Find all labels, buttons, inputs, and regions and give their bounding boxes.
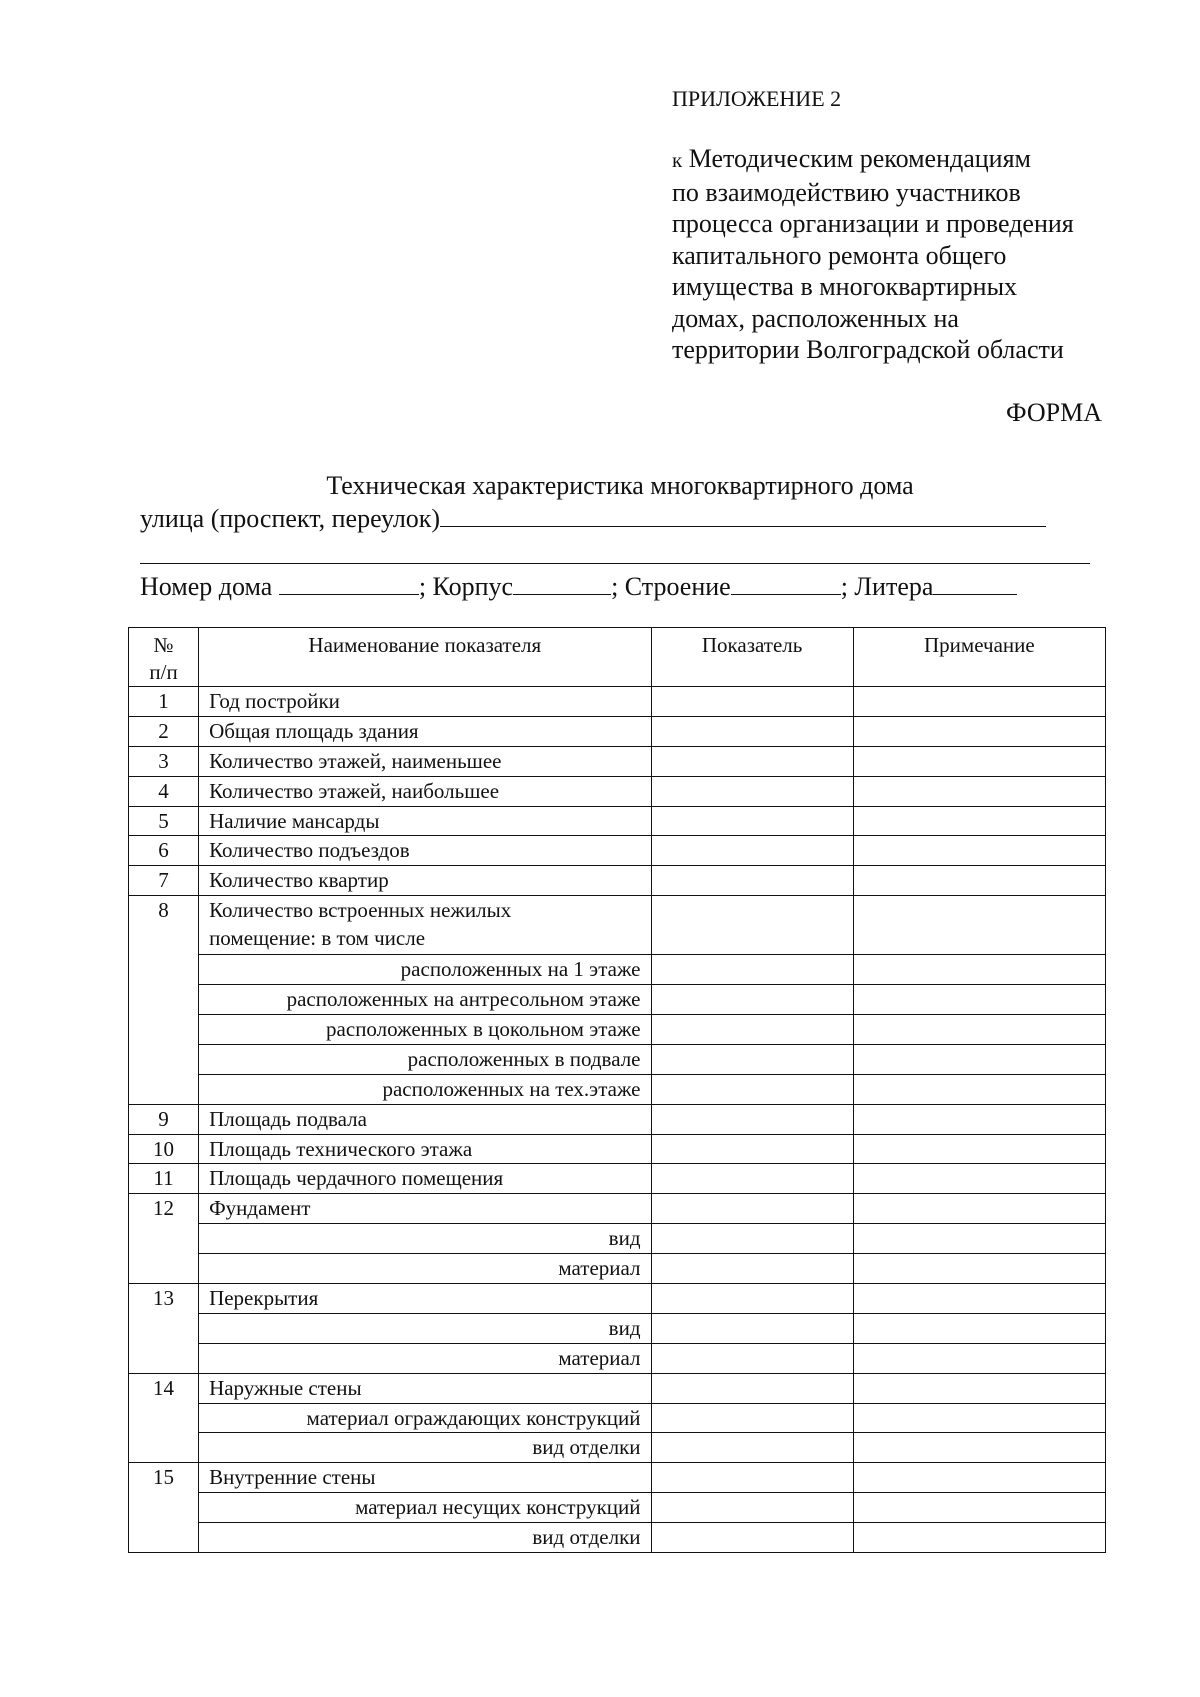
note-cell[interactable] [853,1194,1105,1224]
value-cell[interactable] [651,1433,853,1463]
row-name: Внутренние стены [199,1463,651,1493]
note-cell[interactable] [853,1343,1105,1373]
note-cell[interactable] [853,746,1105,776]
note-cell[interactable] [853,1164,1105,1194]
value-cell[interactable] [651,746,853,776]
row-subitem: вид [199,1224,651,1254]
recommendation-line: по взаимодействию участников [672,177,1021,207]
header-name: Наименование показателя [199,628,651,687]
row-subitem: материал [199,1254,651,1284]
row-subitem: расположенных в подвале [199,1044,651,1074]
row-name: Площадь чердачного помещения [199,1164,651,1194]
row-subitem: материал несущих конструкций [199,1493,651,1523]
value-cell[interactable] [651,1074,853,1104]
note-cell[interactable] [853,1493,1105,1523]
row-subitem: расположенных на 1 этаже [199,955,651,985]
table-row [129,1433,1106,1463]
recommendation-line: к Методическим рекомендациям [672,144,1032,173]
row-name: Количество подъездов [199,836,651,866]
table-body [129,687,1106,1553]
row-number: 12 [129,1194,199,1284]
characteristics-table [128,627,1106,1553]
value-cell[interactable] [651,1313,853,1343]
note-cell[interactable] [853,1074,1105,1104]
note-cell[interactable] [853,1104,1105,1134]
note-cell[interactable] [853,776,1105,806]
structure-label: ; Строение [611,572,731,601]
value-cell[interactable] [651,955,853,985]
row-number: 15 [129,1463,199,1553]
table-row [129,1015,1106,1045]
recommendation-line: территории Волгоградской области [672,335,1064,364]
row-number: 13 [129,1284,199,1374]
header-value: Показатель [651,628,853,687]
note-cell[interactable] [853,1373,1105,1403]
appendix-label: ПРИЛОЖЕНИЕ 2 [672,86,842,111]
row-subitem: расположенных на тех.этаже [199,1074,651,1104]
table-row [129,746,1106,776]
value-cell[interactable] [651,1284,853,1314]
note-cell[interactable] [853,1523,1105,1553]
letter-field[interactable] [933,570,1017,595]
note-cell[interactable] [853,1313,1105,1343]
note-cell[interactable] [853,1463,1105,1493]
row-subitem: расположенных на антресольном этаже [199,985,651,1015]
address-line [140,570,1017,603]
recommendation-line: процесса организации и проведения [672,209,1074,238]
header-num: № п/п [129,628,199,687]
value-cell[interactable] [651,1463,853,1493]
table-row [129,1523,1106,1553]
row-number: 8 [129,896,199,1104]
table-row [129,896,1106,955]
recommendation-line: имущества в многоквартирных [672,272,1018,301]
table-row [129,716,1106,746]
table-row [129,1373,1106,1403]
row-name: Общая площадь здания [199,716,651,746]
row-subitem: материал ограждающих конструкций [199,1403,651,1433]
row-subitem: материал [199,1343,651,1373]
value-cell[interactable] [651,1523,853,1553]
value-cell[interactable] [651,806,853,836]
row-name: Перекрытия [199,1284,651,1314]
value-cell[interactable] [651,1104,853,1134]
value-cell[interactable] [651,1493,853,1523]
note-cell[interactable] [853,806,1105,836]
document-title: Техническая характеристика многоквартирного дома [326,471,914,500]
row-number: 1 [129,687,199,717]
table-row [129,1074,1106,1104]
row-subitem: вид отделки [199,1523,651,1553]
note-cell[interactable] [853,1403,1105,1433]
note-cell[interactable] [853,1044,1105,1074]
row-name: Год постройки [199,687,651,717]
row-number: 14 [129,1373,199,1463]
house-label: Номер дома [140,572,273,601]
row-name: Площадь подвала [199,1104,651,1134]
note-cell[interactable] [853,985,1105,1015]
row-number: 11 [129,1164,199,1194]
row-number: 4 [129,776,199,806]
value-cell[interactable] [651,1343,853,1373]
row-number: 6 [129,836,199,866]
table-row [129,687,1106,717]
street-line [140,502,1046,535]
form-label: ФОРМА [1006,398,1102,427]
table-row [129,1104,1106,1134]
value-cell[interactable] [651,836,853,866]
structure-field[interactable] [731,570,841,595]
table-row [129,1313,1106,1343]
row-name: Наличие мансарды [199,806,651,836]
value-cell[interactable] [651,1403,853,1433]
value-cell[interactable] [651,1044,853,1074]
row-number: 10 [129,1134,199,1164]
table-row [129,806,1106,836]
note-cell[interactable] [853,1284,1105,1314]
value-cell[interactable] [651,1194,853,1224]
row-number: 5 [129,806,199,836]
value-cell[interactable] [651,716,853,746]
row-number: 3 [129,746,199,776]
note-cell[interactable] [853,1254,1105,1284]
table-row [129,1493,1106,1523]
note-cell[interactable] [853,1433,1105,1463]
value-cell[interactable] [651,1134,853,1164]
table-row [129,955,1106,985]
value-cell[interactable] [651,985,853,1015]
house-field[interactable] [279,570,419,595]
note-cell[interactable] [853,716,1105,746]
row-subitem: вид отделки [199,1433,651,1463]
row-name: Фундамент [199,1194,651,1224]
note-cell[interactable] [853,1134,1105,1164]
table-row [129,1134,1106,1164]
value-cell[interactable] [651,1254,853,1284]
value-cell[interactable] [651,1164,853,1194]
value-cell[interactable] [651,1373,853,1403]
table-header-row [129,628,1106,687]
row-subitem: расположенных в цокольном этаже [199,1015,651,1045]
recommendation-prefix: к [672,148,683,172]
table-row [129,985,1106,1015]
row-name: Количество этажей, наименьшее [199,746,651,776]
table-row [129,1164,1106,1194]
table-row [129,1403,1106,1433]
recommendation-line: домах, расположенных на [672,303,959,333]
row-number: 9 [129,1104,199,1134]
note-cell[interactable] [853,1015,1105,1045]
value-cell[interactable] [651,1224,853,1254]
note-cell[interactable] [853,687,1105,717]
street-label: улица (проспект, переулок) [140,504,441,533]
row-name: Количество встроенных нежилых помещение: в том числе [199,896,651,955]
note-cell[interactable] [853,955,1105,985]
table-row [129,1044,1106,1074]
value-cell[interactable] [651,776,853,806]
note-cell[interactable] [853,836,1105,866]
value-cell[interactable] [651,1015,853,1045]
letter-label: ; Литера [840,572,934,601]
recommendation-line: капитального ремонта общего [672,240,1007,270]
row-subitem: вид [199,1313,651,1343]
table-row [129,1194,1106,1224]
row-number: 2 [129,716,199,746]
table-row [129,1254,1106,1284]
note-cell[interactable] [853,896,1105,955]
table-row [129,1343,1106,1373]
street-field[interactable] [440,502,1046,527]
note-cell[interactable] [853,866,1105,896]
row-name: Площадь технического этажа [199,1134,651,1164]
table-row [129,1284,1106,1314]
row-name: Количество квартир [199,866,651,896]
building-label: ; Корпус [418,572,514,601]
value-cell[interactable] [651,687,853,717]
table-row [129,866,1106,896]
building-field[interactable] [513,570,611,595]
recommendation-block [672,143,1142,366]
header-note: Примечание [853,628,1105,687]
table-row [129,836,1106,866]
note-cell[interactable] [853,1224,1105,1254]
value-cell[interactable] [651,896,853,955]
table-row [129,1463,1106,1493]
value-cell[interactable] [651,866,853,896]
street-continuation-line[interactable] [140,563,1090,564]
row-name: Количество этажей, наибольшее [199,776,651,806]
row-name: Наружные стены [199,1373,651,1403]
table-row [129,776,1106,806]
row-number: 7 [129,866,199,896]
table-row [129,1224,1106,1254]
